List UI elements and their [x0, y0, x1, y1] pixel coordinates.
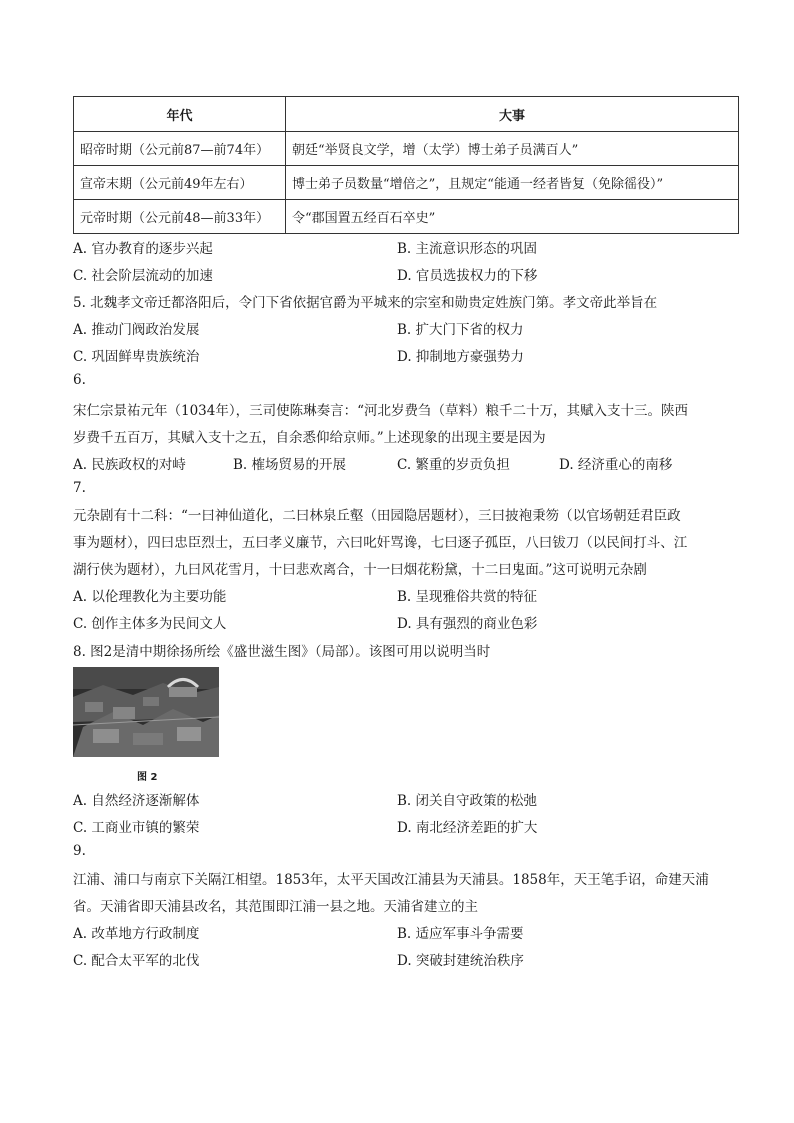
q8-option-a[interactable]: A. 自然经济逐渐解体: [73, 793, 200, 809]
table-cell-event: 令“郡国置五经百石卒史”: [286, 200, 739, 234]
q5-option-a[interactable]: A. 推动门阀政治发展: [73, 322, 200, 338]
q7-stem-line2: 事为题材），四曰忠臣烈士，五曰孝义廉节，六曰叱奸骂谗，七曰逐子孤臣，八曰钹刀（以民间打斗、江: [73, 535, 688, 551]
q7-stem-line1: 元杂剧有十二科：“一曰神仙道化，二曰林泉丘壑（田园隐居题材），三曰披袍秉笏（以官场朝廷君臣政: [73, 508, 681, 524]
q8-stem: 8. 图2是清中期徐扬所绘《盛世滋生图》（局部）。该图可用以说明当时: [73, 644, 491, 660]
q6-stem-line1: 宋仁宗景祐元年（1034年），三司使陈琳奏言：“河北岁费刍（草料）粮千二十万，其赋入支十三。陕西: [73, 403, 689, 419]
q5-option-d[interactable]: D. 抑制地方豪强势力: [397, 349, 524, 365]
painting-image: [73, 667, 219, 757]
era-events-table: [73, 96, 739, 234]
table-cell-era: 宣帝末期（公元前49年左右）: [74, 166, 286, 200]
table-header-era: 年代: [74, 97, 286, 132]
figure-caption: 图 2: [137, 772, 158, 783]
q7-option-b[interactable]: B. 呈现雅俗共赏的特征: [397, 589, 538, 605]
q4-option-d[interactable]: D. 官员选拔权力的下移: [397, 268, 538, 284]
q6-option-b[interactable]: B. 榷场贸易的开展: [233, 457, 347, 473]
q9-option-b[interactable]: B. 适应军事斗争需要: [397, 926, 524, 942]
table-cell-event: 朝廷“举贤良文学，增（太学）博士弟子员满百人”: [286, 132, 739, 166]
table-row: [74, 132, 739, 166]
q7-option-a[interactable]: A. 以伦理教化为主要功能: [73, 589, 227, 605]
q5-option-b[interactable]: B. 扩大门下省的权力: [397, 322, 524, 338]
q9-option-d[interactable]: D. 突破封建统治秩序: [397, 953, 524, 969]
q6-option-d[interactable]: D. 经济重心的南移: [559, 457, 673, 473]
q6-number: 6.: [73, 372, 86, 388]
q5-option-c[interactable]: C. 巩固鲜卑贵族统治: [73, 349, 200, 365]
table-cell-event: 博士弟子员数量“增倍之”，且规定“能通一经者皆复（免除徭役）”: [286, 166, 739, 200]
q7-stem-line3: 湖行侠为题材），九曰风花雪月，十曰悲欢离合，十一曰烟花粉黛，十二曰鬼面。”这可说明元杂剧: [73, 562, 647, 578]
q9-option-a[interactable]: A. 改革地方行政制度: [73, 926, 200, 942]
q9-stem-line2: 省。天浦省即天浦县改名，其范围即江浦一县之地。天浦省建立的主: [73, 899, 478, 915]
table-row: [74, 200, 739, 234]
q6-option-c[interactable]: C. 繁重的岁贡负担: [397, 457, 510, 473]
table-header-event: 大事: [286, 97, 739, 132]
q8-option-d[interactable]: D. 南北经济差距的扩大: [397, 820, 538, 836]
q4-option-b[interactable]: B. 主流意识形态的巩固: [397, 241, 538, 257]
q9-number: 9.: [73, 843, 86, 859]
q8-option-b[interactable]: B. 闭关自守政策的松弛: [397, 793, 538, 809]
q7-option-c[interactable]: C. 创作主体多为民间文人: [73, 616, 227, 632]
table-row: [74, 166, 739, 200]
q9-stem-line1: 江浦、浦口与南京下关隔江相望。1853年，太平天国改江浦县为天浦县。1858年，天王笔手诏，命建天浦: [73, 872, 709, 888]
q6-stem-line2: 岁费千五百万，其赋入支十之五，自余悉仰给京师。”上述现象的出现主要是因为: [73, 430, 546, 446]
q5-stem: 5. 北魏孝文帝迁都洛阳后，令门下省依据官爵为平城来的宗室和勋贵定姓族门第。孝文帝此举旨在: [73, 295, 658, 311]
q7-number: 7.: [73, 480, 86, 496]
table-header-row: [74, 97, 739, 132]
table-cell-era: 昭帝时期（公元前87—前74年）: [74, 132, 286, 166]
q6-option-a[interactable]: A. 民族政权的对峙: [73, 457, 186, 473]
q4-option-c[interactable]: C. 社会阶层流动的加速: [73, 268, 213, 284]
painting-figure: [73, 667, 219, 757]
table-cell-era: 元帝时期（公元前48—前33年）: [74, 200, 286, 234]
q8-option-c[interactable]: C. 工商业市镇的繁荣: [73, 820, 200, 836]
q7-option-d[interactable]: D. 具有强烈的商业色彩: [397, 616, 538, 632]
q4-option-a[interactable]: A. 官办教育的逐步兴起: [73, 241, 213, 257]
q9-option-c[interactable]: C. 配合太平军的北伐: [73, 953, 200, 969]
